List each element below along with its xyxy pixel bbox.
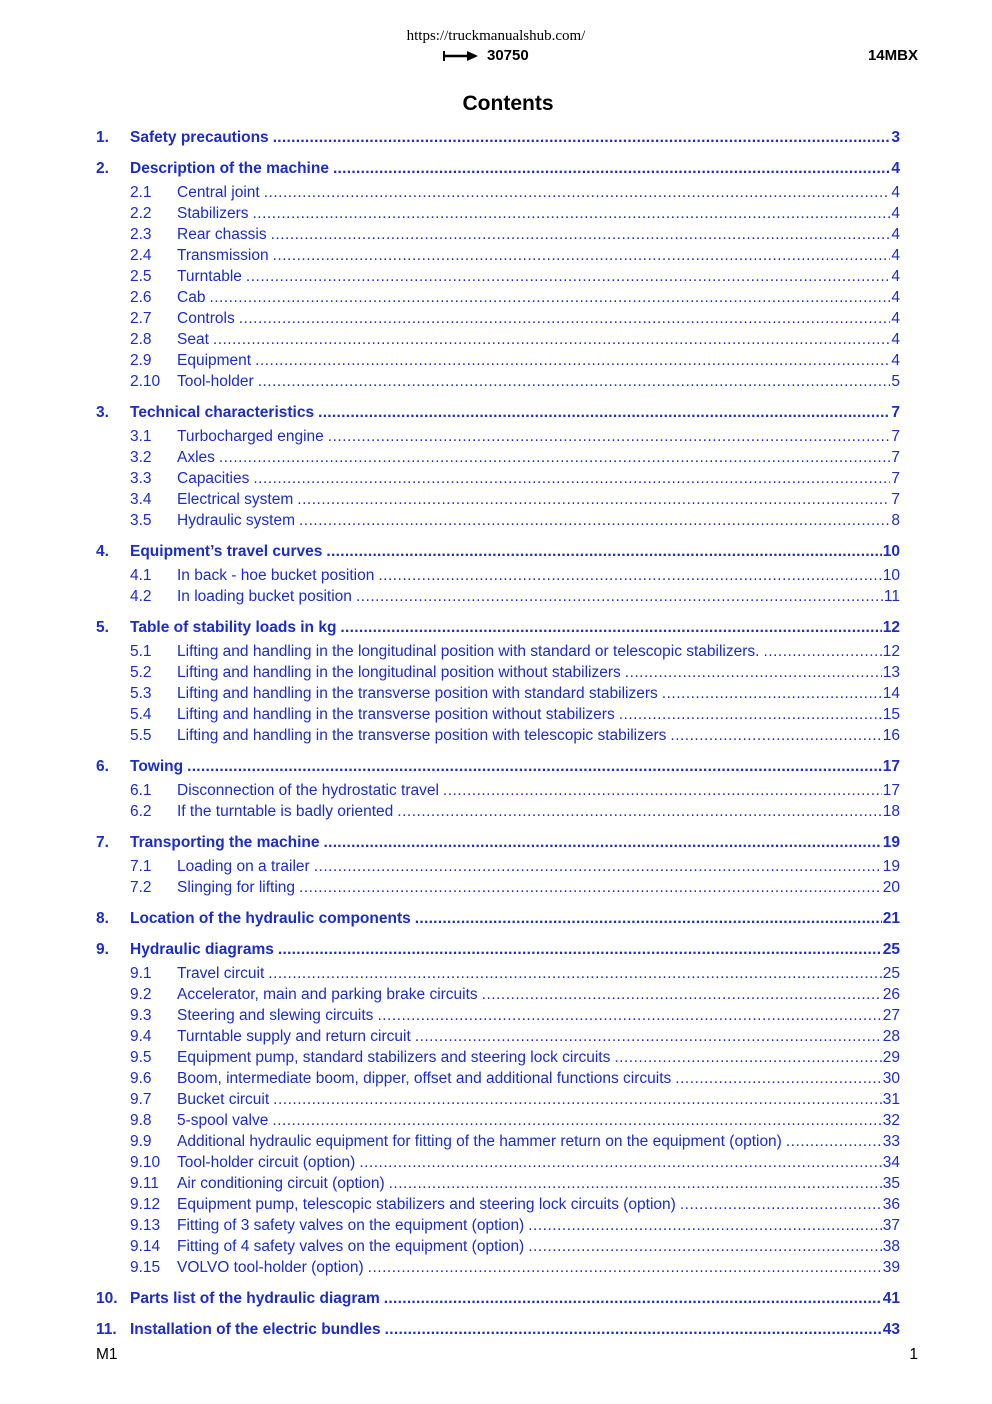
footer-section: M1 xyxy=(96,1346,118,1363)
toc-entry-page: 13 xyxy=(882,664,900,681)
toc-entry[interactable] xyxy=(96,705,900,725)
toc-dot-leader xyxy=(253,204,891,224)
toc-entry[interactable] xyxy=(96,618,900,638)
toc-entry-title: Cab xyxy=(177,289,206,306)
toc-dot-leader xyxy=(385,1320,882,1340)
toc-entry[interactable] xyxy=(96,985,900,1005)
toc-entry-page: 7 xyxy=(891,491,900,508)
toc-entry-title: Steering and slewing circuits xyxy=(177,1007,374,1024)
toc-dot-leader xyxy=(239,309,891,329)
toc-entry-title: If the turntable is badly oriented xyxy=(177,803,394,820)
toc-entry-number: 2.6 xyxy=(130,289,152,306)
toc-entry[interactable] xyxy=(96,448,900,468)
toc-entry-page: 34 xyxy=(882,1154,900,1171)
toc-entry-title: VOLVO tool-holder (option) xyxy=(177,1259,364,1276)
toc-entry-number: 4.1 xyxy=(130,567,152,584)
toc-entry-title: Central joint xyxy=(177,184,260,201)
toc-entry-page: 27 xyxy=(882,1007,900,1024)
toc-entry-number: 5.3 xyxy=(130,685,152,702)
toc-entry-page: 17 xyxy=(882,782,900,799)
toc-entry-title: Fitting of 4 safety valves on the equipment (option) xyxy=(177,1238,525,1255)
toc-entry-title: Safety precautions xyxy=(130,129,269,146)
toc-entry[interactable] xyxy=(96,469,900,489)
toc-dot-leader xyxy=(614,1048,881,1068)
toc-entry[interactable] xyxy=(96,1195,900,1215)
toc-entry[interactable] xyxy=(96,183,900,203)
toc-entry-page: 31 xyxy=(882,1091,900,1108)
toc-entry-title: Fitting of 3 safety valves on the equipment (option) xyxy=(177,1217,525,1234)
toc-entry-title: Location of the hydraulic components xyxy=(130,910,411,927)
toc-entry-number: 2.10 xyxy=(130,373,161,390)
toc-entry[interactable] xyxy=(96,726,900,746)
toc-entry-number: 2.7 xyxy=(130,310,152,327)
toc-entry-title: Stabilizers xyxy=(177,205,249,222)
toc-entry-page: 7 xyxy=(891,404,900,421)
toc-entry-number: 7.2 xyxy=(130,879,152,896)
toc-entry-title: Lifting and handling in the transverse position without stabilizers xyxy=(177,706,615,723)
toc-entry-number: 5.5 xyxy=(130,727,152,744)
toc-entry-number: 6.1 xyxy=(130,782,152,799)
toc-entry-page: 36 xyxy=(882,1196,900,1213)
toc-entry[interactable] xyxy=(96,159,900,179)
toc-entry-number: 7. xyxy=(96,834,109,851)
toc-entry[interactable] xyxy=(96,1258,900,1278)
toc-entry[interactable] xyxy=(96,246,900,266)
toc-entry-title: Rear chassis xyxy=(177,226,267,243)
toc-entry[interactable] xyxy=(96,330,900,350)
toc-entry-title: Additional hydraulic equipment for fitting of the hammer return on the equipment (option) xyxy=(177,1133,782,1150)
toc-dot-leader xyxy=(389,1174,882,1194)
doc-code xyxy=(443,47,529,64)
toc-dot-leader xyxy=(763,642,881,662)
toc-entry-title: Description of the machine xyxy=(130,160,329,177)
toc-dot-leader xyxy=(675,1069,881,1089)
toc-entry-number: 9.10 xyxy=(130,1154,161,1171)
toc-entry-title: Lifting and handling in the transverse position with standard stabilizers xyxy=(177,685,658,702)
toc-entry-number: 2.8 xyxy=(130,331,152,348)
toc-dot-leader xyxy=(528,1216,882,1236)
toc-dot-leader xyxy=(528,1237,882,1257)
toc-entry[interactable] xyxy=(96,267,900,287)
toc-dot-leader xyxy=(299,878,882,898)
toc-entry-number: 9.11 xyxy=(130,1175,160,1192)
toc-entry[interactable] xyxy=(96,1132,900,1152)
toc-dot-leader xyxy=(264,183,891,203)
toc-dot-leader xyxy=(297,490,890,510)
toc-entry[interactable] xyxy=(96,1216,900,1236)
toc-entry-number: 2.9 xyxy=(130,352,152,369)
toc-entry[interactable] xyxy=(96,128,900,148)
toc-entry-title: Disconnection of the hydrostatic travel xyxy=(177,782,439,799)
toc-entry-title: Tool-holder circuit (option) xyxy=(177,1154,356,1171)
toc-entry[interactable] xyxy=(96,964,900,984)
toc-entry-title: Equipment’s travel curves xyxy=(130,543,323,560)
toc-entry-number: 7.1 xyxy=(130,858,152,875)
toc-entry-page: 26 xyxy=(882,986,900,1003)
toc-entry-title: In back - hoe bucket position xyxy=(177,567,375,584)
toc-dot-leader xyxy=(356,587,883,607)
toc-entry[interactable] xyxy=(96,1027,900,1047)
toc-entry[interactable] xyxy=(96,309,900,329)
toc-entry-number: 3.1 xyxy=(130,428,152,445)
toc-entry-number: 2.3 xyxy=(130,226,152,243)
toc-entry[interactable] xyxy=(96,878,900,898)
toc-entry-number: 9.8 xyxy=(130,1112,152,1129)
toc-entry-page: 14 xyxy=(882,685,900,702)
toc-entry[interactable] xyxy=(96,857,900,877)
toc-entry-page: 17 xyxy=(882,758,900,775)
toc-entry-title: In loading bucket position xyxy=(177,588,352,605)
toc-entry-number: 9.13 xyxy=(130,1217,161,1234)
toc-dot-leader xyxy=(326,542,881,562)
toc-entry-page: 7 xyxy=(891,428,900,445)
toc-dot-leader xyxy=(415,1027,882,1047)
toc-entry-page: 30 xyxy=(882,1070,900,1087)
toc-entry-number: 3. xyxy=(96,404,109,421)
toc-entry-page: 16 xyxy=(882,727,900,744)
toc-entry[interactable] xyxy=(96,1069,900,1089)
toc-dot-leader xyxy=(384,1289,882,1309)
toc-entry[interactable] xyxy=(96,351,900,371)
toc-entry-page: 4 xyxy=(891,331,900,348)
toc-dot-leader xyxy=(415,909,882,929)
toc-entry[interactable] xyxy=(96,940,900,960)
toc-entry-title: 5-spool valve xyxy=(177,1112,269,1129)
toc-dot-leader xyxy=(268,964,881,984)
toc-entry-title: Boom, intermediate boom, dipper, offset and additional functions circuits xyxy=(177,1070,672,1087)
toc-entry-page: 15 xyxy=(882,706,900,723)
toc-entry-page: 18 xyxy=(882,803,900,820)
toc-dot-leader xyxy=(278,940,882,960)
toc-entry-number: 3.3 xyxy=(130,470,152,487)
toc-dot-leader xyxy=(482,985,882,1005)
toc-entry[interactable] xyxy=(96,909,900,929)
toc-entry[interactable] xyxy=(96,802,900,822)
toc-entry-page: 20 xyxy=(882,879,900,896)
toc-entry-title: Lifting and handling in the transverse position with telescopic stabilizers xyxy=(177,727,667,744)
toc-entry-page: 4 xyxy=(891,352,900,369)
toc-entry[interactable] xyxy=(96,511,900,531)
toc-dot-leader xyxy=(368,1258,882,1278)
toc-dot-leader xyxy=(359,1153,881,1173)
toc-entry-title: Equipment xyxy=(177,352,252,369)
toc-entry-page: 7 xyxy=(891,449,900,466)
toc-entry[interactable] xyxy=(96,1006,900,1026)
toc-entry[interactable] xyxy=(96,642,900,662)
toc-entry-title: Loading on a trailer xyxy=(177,858,310,875)
toc-entry[interactable] xyxy=(96,1090,900,1110)
toc-entry-number: 2.4 xyxy=(130,247,152,264)
toc-entry-page: 19 xyxy=(882,858,900,875)
toc-entry-number: 2.2 xyxy=(130,205,152,222)
toc-entry-title: Towing xyxy=(130,758,184,775)
toc-entry-page: 39 xyxy=(882,1259,900,1276)
toc-entry-number: 4. xyxy=(96,543,109,560)
toc-entry-page: 19 xyxy=(882,834,900,851)
toc-entry-page: 10 xyxy=(882,543,900,560)
toc-dot-leader xyxy=(318,403,890,423)
toc-dot-leader xyxy=(328,427,891,447)
toc-entry-number: 9.6 xyxy=(130,1070,152,1087)
toc-entry-page: 41 xyxy=(882,1290,900,1307)
toc-entry[interactable] xyxy=(96,1111,900,1131)
toc-entry-number: 9. xyxy=(96,941,109,958)
toc-entry-page: 25 xyxy=(882,941,900,958)
toc-dot-leader xyxy=(209,288,890,308)
toc-entry-title: Axles xyxy=(177,449,215,466)
toc-entry[interactable] xyxy=(96,542,900,562)
toc-entry[interactable] xyxy=(96,490,900,510)
toc-entry-page: 11 xyxy=(883,588,900,605)
toc-entry-number: 6.2 xyxy=(130,803,152,820)
toc-entry[interactable] xyxy=(96,1320,900,1340)
toc-entry-number: 9.3 xyxy=(130,1007,152,1024)
toc-entry-page: 38 xyxy=(882,1238,900,1255)
toc-entry-page: 4 xyxy=(891,268,900,285)
toc-entry-number: 2.1 xyxy=(130,184,152,201)
toc-entry-number: 8. xyxy=(96,910,109,927)
toc-entry-title: Table of stability loads in kg xyxy=(130,619,337,636)
toc-entry-page: 4 xyxy=(891,247,900,264)
toc-entry-title: Bucket circuit xyxy=(177,1091,270,1108)
toc-dot-leader xyxy=(273,1090,882,1110)
toc-dot-leader xyxy=(255,351,890,371)
toc-entry[interactable] xyxy=(96,288,900,308)
toc-entry-number: 10. xyxy=(96,1290,118,1307)
toc-dot-leader xyxy=(323,833,881,853)
toc-dot-leader xyxy=(299,511,890,531)
toc-dot-leader xyxy=(271,225,891,245)
toc-entry-page: 10 xyxy=(882,567,900,584)
toc-entry-number: 9.7 xyxy=(130,1091,152,1108)
toc-entry-page: 4 xyxy=(891,289,900,306)
toc-entry-title: Equipment pump, telescopic stabilizers and steering lock circuits (option) xyxy=(177,1196,676,1213)
toc-entry-number: 2. xyxy=(96,160,109,177)
toc-entry-number: 9.12 xyxy=(130,1196,161,1213)
toc-entry-number: 6. xyxy=(96,758,109,775)
toc-entry-title: Seat xyxy=(177,331,209,348)
toc-entry-number: 9.15 xyxy=(130,1259,161,1276)
toc-entry-page: 35 xyxy=(882,1175,900,1192)
toc-entry-page: 33 xyxy=(882,1133,900,1150)
toc-entry-page: 4 xyxy=(891,226,900,243)
toc-entry-title: Transmission xyxy=(177,247,269,264)
toc-dot-leader xyxy=(340,618,881,638)
toc-entry-number: 9.2 xyxy=(130,986,152,1003)
toc-entry-title: Equipment pump, standard stabilizers and steering lock circuits xyxy=(177,1049,611,1066)
toc-entry[interactable] xyxy=(96,427,900,447)
model-label: 14MBX xyxy=(867,47,918,64)
toc-dot-leader xyxy=(786,1132,882,1152)
toc-entry-number: 9.1 xyxy=(130,965,152,982)
toc-entry[interactable] xyxy=(96,757,900,777)
toc-entry[interactable] xyxy=(96,403,900,423)
toc-entry-title: Lifting and handling in the longitudinal position with standard or telescopic stabilizers. xyxy=(177,643,760,660)
toc-dot-leader xyxy=(273,246,891,266)
toc-dot-leader xyxy=(272,1111,881,1131)
toc-entry-page: 5 xyxy=(891,373,900,390)
toc-entry-page: 12 xyxy=(882,643,900,660)
toc-entry-page: 4 xyxy=(891,160,900,177)
toc-entry-number: 5.4 xyxy=(130,706,152,723)
page-title: Contents xyxy=(462,92,554,115)
toc-dot-leader xyxy=(314,857,882,877)
toc-entry[interactable] xyxy=(96,1048,900,1068)
toc-entry-title: Hydraulic system xyxy=(177,512,295,529)
toc-entry-page: 3 xyxy=(891,129,900,146)
footer-page-number: 1 xyxy=(909,1346,918,1363)
toc-entry-page: 28 xyxy=(882,1028,900,1045)
toc-dot-leader xyxy=(377,1006,881,1026)
toc-dot-leader xyxy=(246,267,890,287)
toc-entry-page: 32 xyxy=(882,1112,900,1129)
toc-entry[interactable] xyxy=(96,587,900,607)
toc-entry-title: Turntable supply and return circuit xyxy=(177,1028,411,1045)
toc-entry-number: 9.14 xyxy=(130,1238,161,1255)
toc-entry[interactable] xyxy=(96,1153,900,1173)
toc-entry-number: 5.1 xyxy=(130,643,152,660)
toc-dot-leader xyxy=(258,372,891,392)
toc-entry-number: 3.4 xyxy=(130,491,152,508)
toc-entry-page: 25 xyxy=(882,965,900,982)
toc-entry-title: Installation of the electric bundles xyxy=(130,1321,381,1338)
toc-entry-title: Air conditioning circuit (option) xyxy=(177,1175,385,1192)
arrow-icon xyxy=(443,50,479,62)
toc-entry-page: 4 xyxy=(891,205,900,222)
toc-entry-title: Lifting and handling in the longitudinal position without stabilizers xyxy=(177,664,621,681)
toc-dot-leader xyxy=(625,663,882,683)
toc-entry-page: 8 xyxy=(891,512,900,529)
toc-entry-title: Tool-holder xyxy=(177,373,254,390)
toc-entry[interactable] xyxy=(96,204,900,224)
toc-entry-number: 5. xyxy=(96,619,109,636)
toc-entry-title: Turntable xyxy=(177,268,242,285)
toc-entry[interactable] xyxy=(96,781,900,801)
toc-entry-number: 1. xyxy=(96,129,109,146)
toc-entry-title: Slinging for lifting xyxy=(177,879,296,896)
toc-entry-number: 11. xyxy=(96,1321,117,1338)
toc-entry-title: Technical characteristics xyxy=(130,404,315,421)
toc-entry-title: Turbocharged engine xyxy=(177,428,324,445)
toc-entry-number: 3.5 xyxy=(130,512,152,529)
toc-entry-number: 2.5 xyxy=(130,268,152,285)
toc-dot-leader xyxy=(397,802,881,822)
toc-entry-page: 21 xyxy=(882,910,900,927)
toc-entry-title: Transporting the machine xyxy=(130,834,320,851)
toc-entry-page: 43 xyxy=(882,1321,900,1338)
toc-entry[interactable] xyxy=(96,225,900,245)
toc-dot-leader xyxy=(253,469,890,489)
toc-entry-title: Travel circuit xyxy=(177,965,265,982)
toc-entry-title: Electrical system xyxy=(177,491,294,508)
toc-entry-number: 9.4 xyxy=(130,1028,152,1045)
toc-entry[interactable] xyxy=(96,684,900,704)
toc-dot-leader xyxy=(213,330,890,350)
toc-entry[interactable] xyxy=(96,372,900,392)
toc-entry-number: 3.2 xyxy=(130,449,152,466)
source-url[interactable]: https://truckmanualshub.com/ xyxy=(406,28,586,44)
toc-entry-title: Hydraulic diagrams xyxy=(130,941,274,958)
toc-entry-title: Accelerator, main and parking brake circuits xyxy=(177,986,478,1003)
toc-entry-title: Capacities xyxy=(177,470,250,487)
toc-entry[interactable] xyxy=(96,833,900,853)
toc-dot-leader xyxy=(187,757,882,777)
toc-entry-number: 4.2 xyxy=(130,588,152,605)
toc-entry[interactable] xyxy=(96,566,900,586)
toc-entry[interactable] xyxy=(96,1289,900,1309)
toc-dot-leader xyxy=(219,448,890,468)
toc-entry-page: 4 xyxy=(891,310,900,327)
toc-entry-number: 9.9 xyxy=(130,1133,152,1150)
toc-entry[interactable] xyxy=(96,663,900,683)
toc-dot-leader xyxy=(619,705,882,725)
toc-dot-leader xyxy=(670,726,881,746)
toc-dot-leader xyxy=(443,781,882,801)
toc-entry-page: 37 xyxy=(882,1217,900,1234)
toc-dot-leader xyxy=(273,128,891,148)
toc-dot-leader xyxy=(680,1195,882,1215)
toc-entry[interactable] xyxy=(96,1174,900,1194)
toc-entry[interactable] xyxy=(96,1237,900,1257)
toc-entry-number: 5.2 xyxy=(130,664,152,681)
toc-entry-title: Parts list of the hydraulic diagram xyxy=(130,1290,380,1307)
toc-entry-title: Controls xyxy=(177,310,235,327)
toc-entry-page: 29 xyxy=(882,1049,900,1066)
toc-dot-leader xyxy=(662,684,882,704)
doc-code-number: 30750 xyxy=(487,47,529,64)
toc-dot-leader xyxy=(333,159,890,179)
toc-entry-page: 12 xyxy=(882,619,900,636)
toc-entry-page: 4 xyxy=(891,184,900,201)
toc-dot-leader xyxy=(378,566,881,586)
toc-entry-page: 7 xyxy=(891,470,900,487)
toc-entry-number: 9.5 xyxy=(130,1049,152,1066)
